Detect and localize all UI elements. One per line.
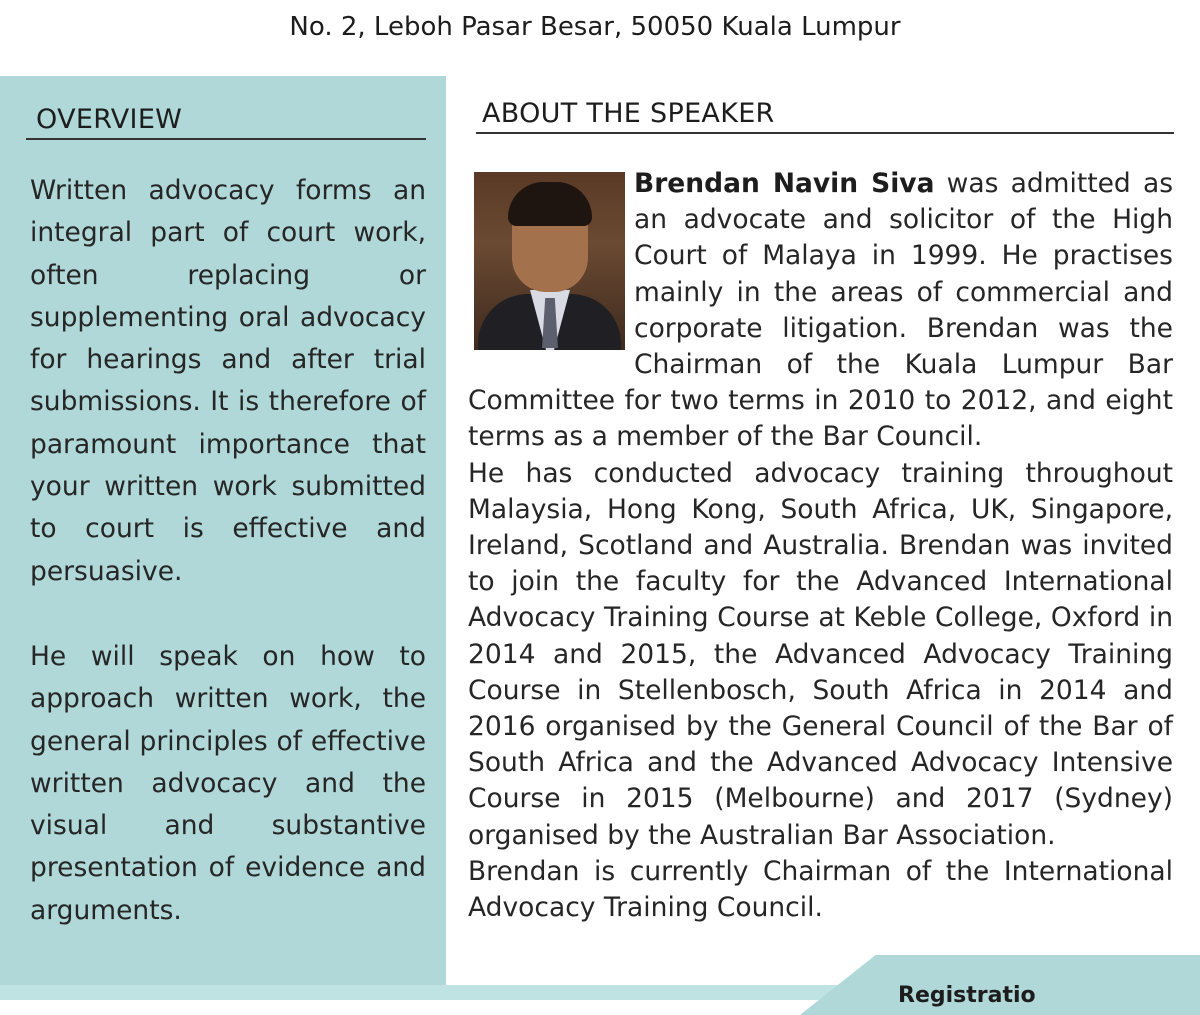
speaker-bio-text: Brendan is currently Chairman of the International Advocacy Training Council.	[468, 855, 1173, 924]
overview-heading: OVERVIEW	[26, 102, 426, 140]
venue-address: No. 2, Leboh Pasar Besar, 50050 Kuala Lumpur	[289, 12, 901, 42]
registration-label: Registratio	[898, 983, 1036, 1008]
overview-paragraph: He will speak on how to approach written work, the general principles of effective written advocacy and the visual and substantive presentation of evidence and arguments.	[30, 641, 426, 926]
speaker-name: Brendan Navin Siva	[634, 168, 935, 199]
speaker-bio	[468, 166, 1173, 926]
overview-paragraph: Written advocacy forms an integral part of court work, often replacing or supplementing oral advocacy for hearings and after trial submissions. It is therefore of paramount importance that your written work submitted to court is effective and persuasive.	[30, 175, 426, 587]
speaker-bio-text: was admitted as an advocate and solicitor of the High Court of Malaya in 1999. He practises mainly in the areas of commercial and corporate litigation. Brendan was the Chairman of the Kuala Lumpur Bar Committee for two terms in 2010 to 2012, and eight terms as a member of the Bar Council.	[468, 168, 1173, 453]
about-speaker-heading: ABOUT THE SPEAKER	[476, 96, 1174, 134]
speaker-bio-text: He has conducted advocacy training throughout Malaysia, Hong Kong, South Africa, UK, Singapore, Ireland, Scotland and Australia. Brendan was invited to join the faculty for the Advanced International Advocacy Training Course at Keble College, Oxford in 2014 and 2015, the Advanced Advocacy Training Course in Stellenbosch, South Africa in 2014 and 2016 organised by the General Council of the Bar of South Africa and the Advanced Advocacy Intensive Course in 2015 (Melbourne) and 2017 (Sydney) organised by the Australian Bar Association.	[468, 457, 1173, 851]
